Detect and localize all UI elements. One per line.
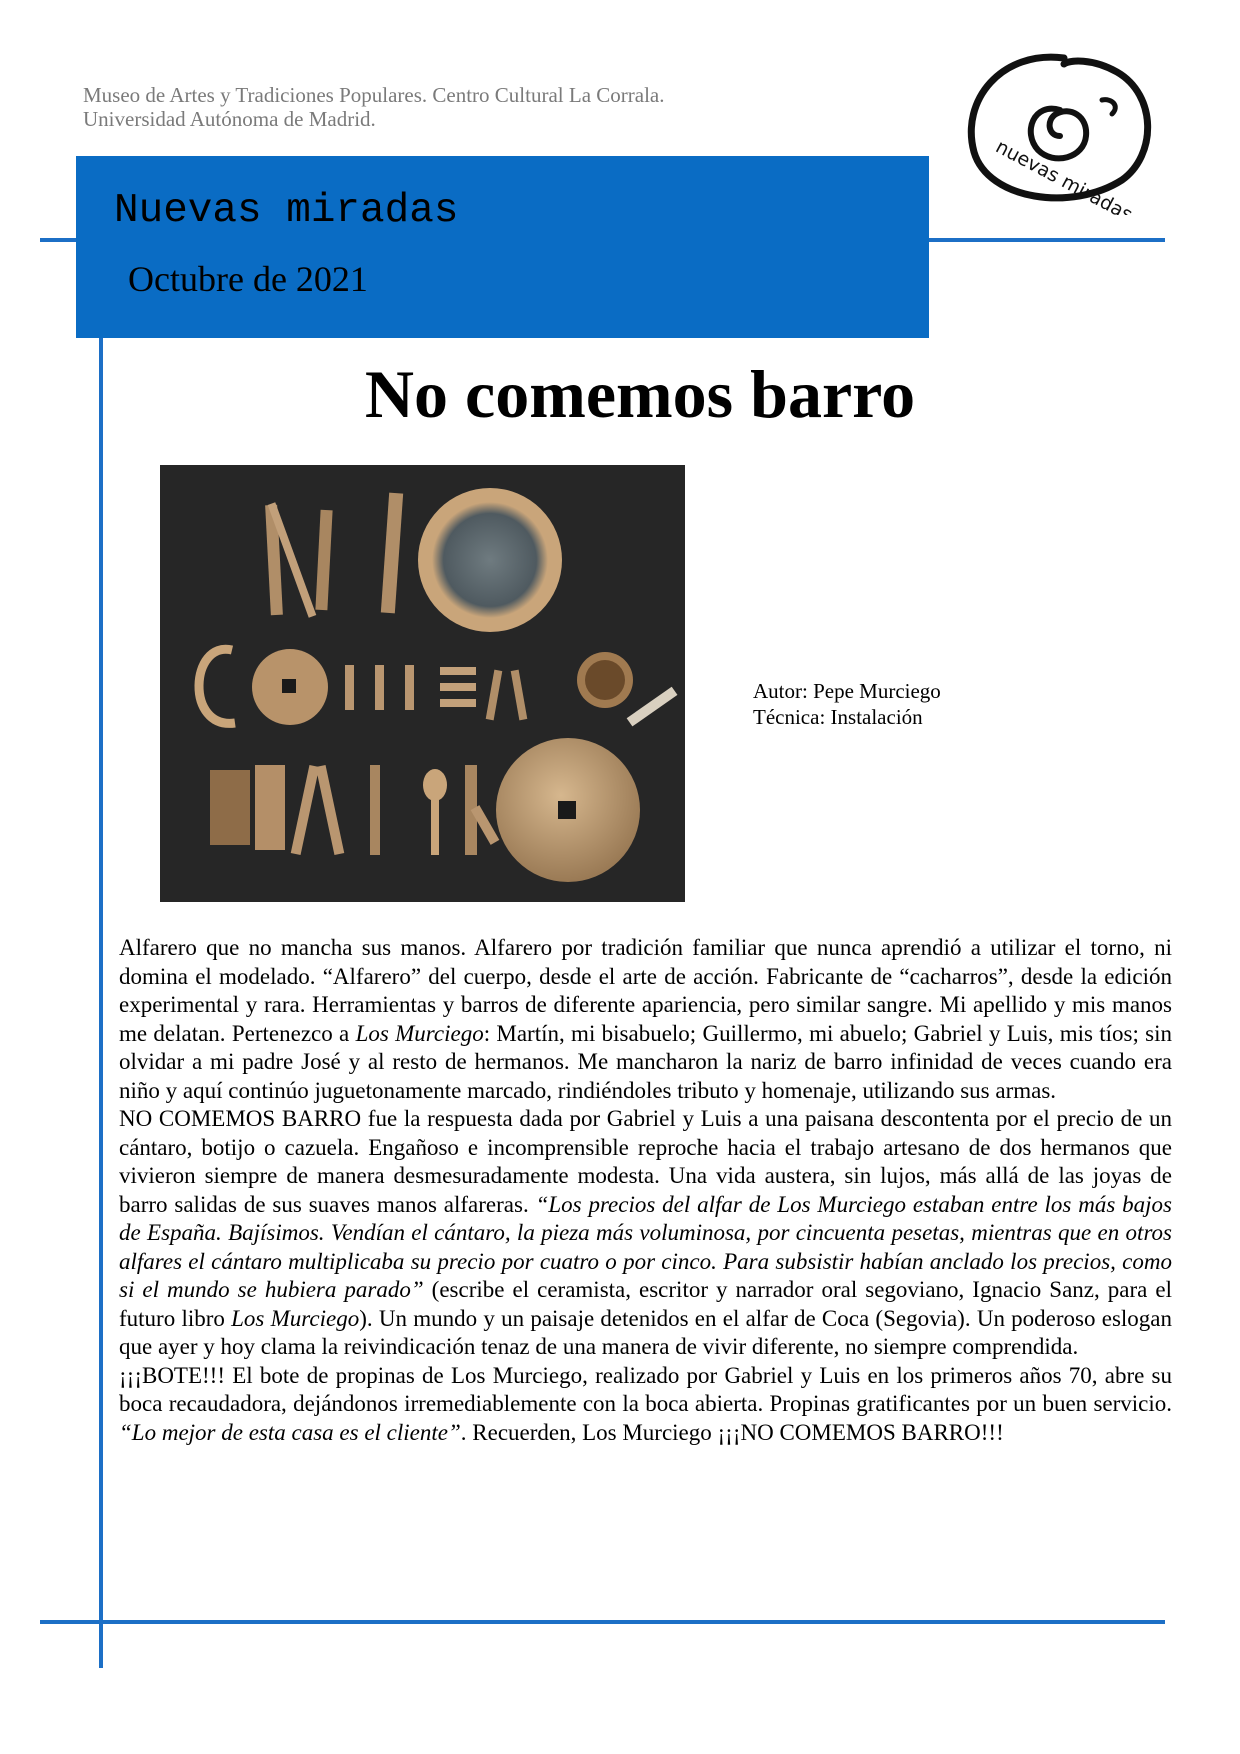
institution-header: [83, 83, 843, 131]
logo-text: nuevas miradas: [991, 135, 1137, 215]
institution-line-1: Museo de Artes y Tradiciones Populares. Centro Cultural La Corrala.: [83, 83, 665, 107]
artwork-illustration: [160, 465, 685, 902]
p1-italic: Los Murciego: [355, 1020, 484, 1046]
paragraph-1: [119, 934, 1172, 1105]
artwork-image: [160, 465, 685, 902]
paragraph-3: [119, 1362, 1172, 1448]
p3-text: ¡¡¡BOTE!!! El bote de propinas de Los Murciego, realizado por Gabriel y Luis en los primeros años 70, abre su boca recaudadora, dejándonos irremediablemente con la boca abierta. Propinas gratificantes por un buen servicio.: [119, 1362, 1172, 1416]
caption-technique: Técnica: Instalación: [753, 705, 923, 729]
caption-author: Autor: Pepe Murciego: [753, 679, 941, 703]
p2-text-cont: (escribe el ceramista, escritor y narrador oral segoviano, Ignacio Sanz, para el futuro libro: [119, 1277, 1172, 1331]
p3-quote: “Lo mejor de esta casa es el cliente”: [119, 1419, 461, 1445]
p1-text: Alfarero que no mancha sus manos. Alfarero por tradición familiar que nunca aprendió a utilizar el torno, ni domina el modelado. “Alfarero” del cuerpo, desde el arte de acción. Fabricante de “cacharros”, desde la edición experimental y rara. Herramientas y barros de diferente apariencia, pero similar sangre. Mi apellido y mis manos me delatan. Pertenezco a: [119, 935, 1172, 1046]
p3-text-end: . Recuerden, Los Murciego ¡¡¡NO COMEMOS BARRO!!!: [460, 1419, 1004, 1445]
article-body: [119, 934, 1172, 1447]
footer-rule: [40, 1620, 1165, 1624]
p2-book-title: Los Murciego: [231, 1305, 360, 1331]
p2-text: NO COMEMOS BARRO fue la respuesta dada por Gabriel y Luis a una paisana descontenta por el precio de un cántaro, botijo o cazuela. Engañoso e incomprensible reproche hacia el trabajo artesano de dos hermanos que vivieron siempre de manera desmesuradamente modesta. Una vida austera, sin lujos, más allá de las joyas de barro salidas de sus suaves manos alfareras.: [119, 1106, 1172, 1217]
issue-date: Octubre de 2021: [128, 259, 368, 299]
header-banner: [76, 156, 929, 338]
spiral-logo: [952, 40, 1164, 215]
p2-quote: “Los precios del alfar de Los Murciego estaban entre los más bajos de España. Bajísimos. Vendían el cántaro, la pieza más voluminosa, por cincuenta pesetas, mientras que en otros alfares el cántaro multiplicaba su precio por cuatro o por cinco. Para subsistir habían anclado los precios, como si el mundo se hubiera parado”: [119, 1191, 1172, 1302]
newsletter-title: Nuevas miradas: [114, 188, 459, 234]
left-margin-rule: [99, 338, 103, 1668]
spiral-logo-icon: [952, 40, 1164, 215]
artwork-caption: [753, 678, 941, 730]
p2-text-end: ). Un mundo y un paisaje detenidos en el alfar de Coca (Segovia). Un poderoso eslogan que ayer y hoy clama la reivindicación tenaz de una manera de vivir diferente, no siempre comprendida.: [119, 1305, 1173, 1359]
article-title: No comemos barro: [364, 356, 916, 432]
institution-line-2: Universidad Autónoma de Madrid.: [83, 107, 376, 131]
p1-text-cont: : Martín, mi bisabuelo; Guillermo, mi abuelo; Gabriel y Luis, mis tíos; sin olvidar a mi padre José y al resto de hermanos. Me mancharon la nariz de barro infinidad de veces cuando era niño y aquí continúo juguetonamente marcado, rindiéndoles tributo y homenaje, utilizando sus armas.: [119, 1020, 1172, 1103]
paragraph-2: [119, 1105, 1172, 1362]
